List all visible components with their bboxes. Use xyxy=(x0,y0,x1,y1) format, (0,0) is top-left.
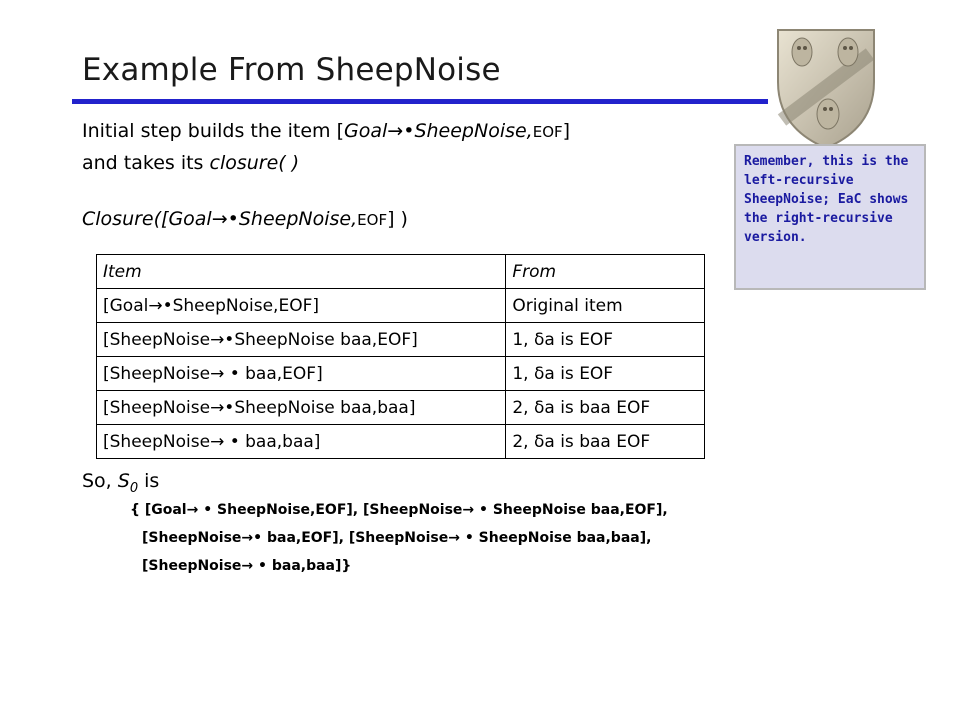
table-row xyxy=(97,357,705,391)
item-cell: [SheepNoise→•SheepNoise baa,baa] xyxy=(97,391,506,425)
arrow-glyph: → xyxy=(387,120,404,142)
closure-suffix: ] ) xyxy=(387,208,408,230)
sheepnoise-symbol: SheepNoise, xyxy=(414,120,533,142)
table-row xyxy=(97,289,705,323)
state-symbol: S xyxy=(117,470,130,492)
from-cell: 1, δa is EOF xyxy=(506,323,705,357)
header-from: From xyxy=(506,255,705,289)
set-line-2: [SheepNoise→• baa,EOF], [SheepNoise→ • SheepNoise baa,baa], xyxy=(142,530,652,546)
closure-sn: SheepNoise, xyxy=(238,208,358,230)
shield-crest-logo xyxy=(772,24,880,152)
from-cell: 2, δa is baa EOF xyxy=(506,425,705,459)
dot-glyph: • xyxy=(227,208,239,230)
page-title: Example From SheepNoise xyxy=(82,52,501,88)
so-prefix: So, xyxy=(82,470,118,492)
so-suffix: is xyxy=(138,470,160,492)
table-row xyxy=(97,425,705,459)
item-cell: [Goal→•SheepNoise,EOF] xyxy=(97,289,506,323)
closure-term: closure( ) xyxy=(209,152,300,174)
intro-line-2 xyxy=(82,152,299,174)
goal-symbol: Goal xyxy=(344,120,388,142)
item-cell: [SheepNoise→•SheepNoise baa,EOF] xyxy=(97,323,506,357)
closure-prefix: Closure([ xyxy=(82,208,169,230)
arrow-glyph: → xyxy=(211,208,228,230)
table-header-row xyxy=(97,255,705,289)
title-divider xyxy=(72,99,768,104)
state-subscript: 0 xyxy=(129,480,139,496)
so-line xyxy=(82,470,159,496)
header-item: Item xyxy=(97,255,506,289)
item-cell: [SheepNoise→ • baa,EOF] xyxy=(97,357,506,391)
item-cell: [SheepNoise→ • baa,baa] xyxy=(97,425,506,459)
intro-text: Initial step builds the item [ xyxy=(82,120,345,142)
from-cell: 2, δa is baa EOF xyxy=(506,391,705,425)
intro-line-1 xyxy=(82,120,570,142)
table-row xyxy=(97,391,705,425)
from-cell: Original item xyxy=(506,289,705,323)
closure-goal: Goal xyxy=(168,208,212,230)
dot-glyph: • xyxy=(403,120,415,142)
closure-table xyxy=(96,254,705,459)
eof-token: EOF xyxy=(532,123,563,141)
table-row xyxy=(97,323,705,357)
intro-text-2: and takes its xyxy=(82,152,210,174)
note-callout: Remember, this is the left-recursive SheepNoise; EaC shows the right-recursive version. xyxy=(734,144,926,290)
set-line-3: [SheepNoise→ • baa,baa]} xyxy=(142,558,352,574)
closure-line xyxy=(82,208,408,230)
from-cell: 1, δa is EOF xyxy=(506,357,705,391)
eof-token: EOF xyxy=(357,211,388,229)
set-line-1: { [Goal→ • SheepNoise,EOF], [SheepNoise→ • SheepNoise baa,EOF], xyxy=(130,502,668,518)
bracket: ] xyxy=(562,120,571,142)
